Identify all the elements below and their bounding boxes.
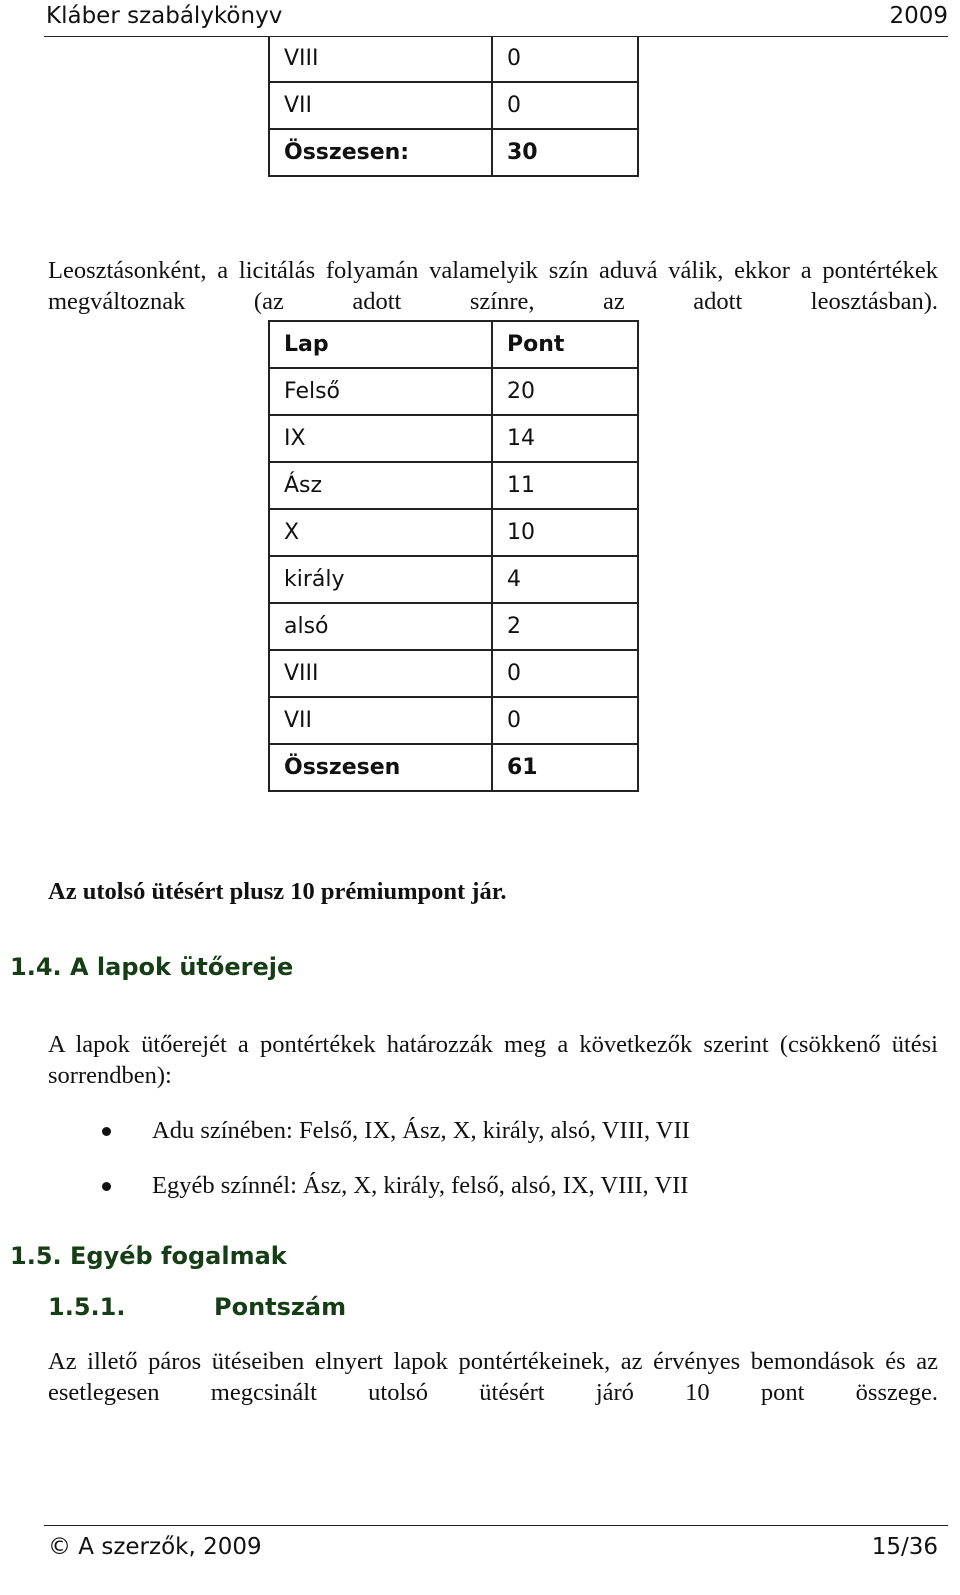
table-row [269, 36, 638, 82]
table-row [269, 509, 638, 556]
trump-paragraph: Leosztásonként, a licitálás folyamán valamelyik szín aduvá válik, ekkor a pontértékek megváltoznak (az adott színre, az adott leosztásban). [48, 257, 938, 315]
points-cell: 14 [492, 415, 638, 462]
points-cell: 61 [492, 744, 638, 791]
card-name-cell: VIII [269, 36, 492, 82]
page-footer [44, 1525, 948, 1566]
card-name-cell: VII [269, 82, 492, 129]
points-cell: 20 [492, 368, 638, 415]
score-paragraph: Az illető páros ütéseiben elnyert lapok pontértékeinek, az érvényes bemondások és az esetlegesen megcsinált utolsó ütésért járó 10 pont összege. [48, 1348, 938, 1406]
points-cell: 0 [492, 697, 638, 744]
section-title: Egyéb fogalmak [70, 1242, 287, 1270]
section-number: 1.4. [10, 953, 62, 981]
table-row [269, 650, 638, 697]
table-row [269, 697, 638, 744]
points-cell: 10 [492, 509, 638, 556]
table-row [269, 129, 638, 176]
list-item-text: Adu színében: Felső, IX, Ász, X, király, alsó, VIII, VII [152, 1117, 690, 1144]
strength-paragraph: A lapok ütőerejét a pontértékek határozzák meg a következők szerint (csökkenő ütési sorrendben): [48, 1031, 938, 1089]
table-row [269, 368, 638, 415]
table-header-row [269, 321, 638, 368]
table-row [269, 462, 638, 509]
header-year: 2009 [889, 3, 948, 29]
points-cell: 0 [492, 650, 638, 697]
table-row [269, 415, 638, 462]
card-name-cell: Összesen [269, 744, 492, 791]
bullet-list [0, 1112, 690, 1222]
table-row [269, 556, 638, 603]
section-title: Pontszám [214, 1293, 347, 1321]
card-name-cell: VIII [269, 650, 492, 697]
section-title: A lapok ütőereje [70, 953, 294, 981]
table-row [269, 744, 638, 791]
points-cell: 2 [492, 603, 638, 650]
trump-points-table [268, 320, 639, 792]
card-name-cell: IX [269, 415, 492, 462]
table-row [269, 603, 638, 650]
card-name-cell: alsó [269, 603, 492, 650]
column-header-card: Lap [269, 321, 492, 368]
points-cell: 30 [492, 129, 638, 176]
section-heading-1-4 [10, 953, 293, 981]
bullet-dot-icon [102, 1127, 111, 1136]
card-name-cell: király [269, 556, 492, 603]
list-item [0, 1112, 690, 1167]
card-name-cell: Felső [269, 368, 492, 415]
points-cell: 0 [492, 36, 638, 82]
points-cell: 0 [492, 82, 638, 129]
list-item [0, 1167, 690, 1222]
list-item-text: Egyéb színnél: Ász, X, király, felső, alsó, IX, VIII, VII [152, 1172, 689, 1199]
card-name-cell: Ász [269, 462, 492, 509]
table-row [269, 82, 638, 129]
points-cell: 4 [492, 556, 638, 603]
bonus-note: Az utolsó ütésért plusz 10 prémiumpont jár. [48, 878, 507, 905]
points-cell: 11 [492, 462, 638, 509]
card-name-cell: Összesen: [269, 129, 492, 176]
section-number: 1.5. [10, 1242, 62, 1270]
points-table-continued [268, 36, 639, 177]
card-name-cell: X [269, 509, 492, 556]
page-number: 15/36 [871, 1534, 938, 1560]
page-header [44, 0, 948, 37]
document-title: Kláber szabálykönyv [46, 3, 283, 29]
card-name-cell: VII [269, 697, 492, 744]
copyright: © A szerzők, 2009 [48, 1534, 262, 1560]
column-header-points: Pont [492, 321, 638, 368]
section-heading-1-5-1 [48, 1293, 346, 1321]
bullet-dot-icon [102, 1182, 111, 1191]
section-number: 1.5.1. [48, 1293, 126, 1321]
section-heading-1-5 [10, 1242, 287, 1270]
